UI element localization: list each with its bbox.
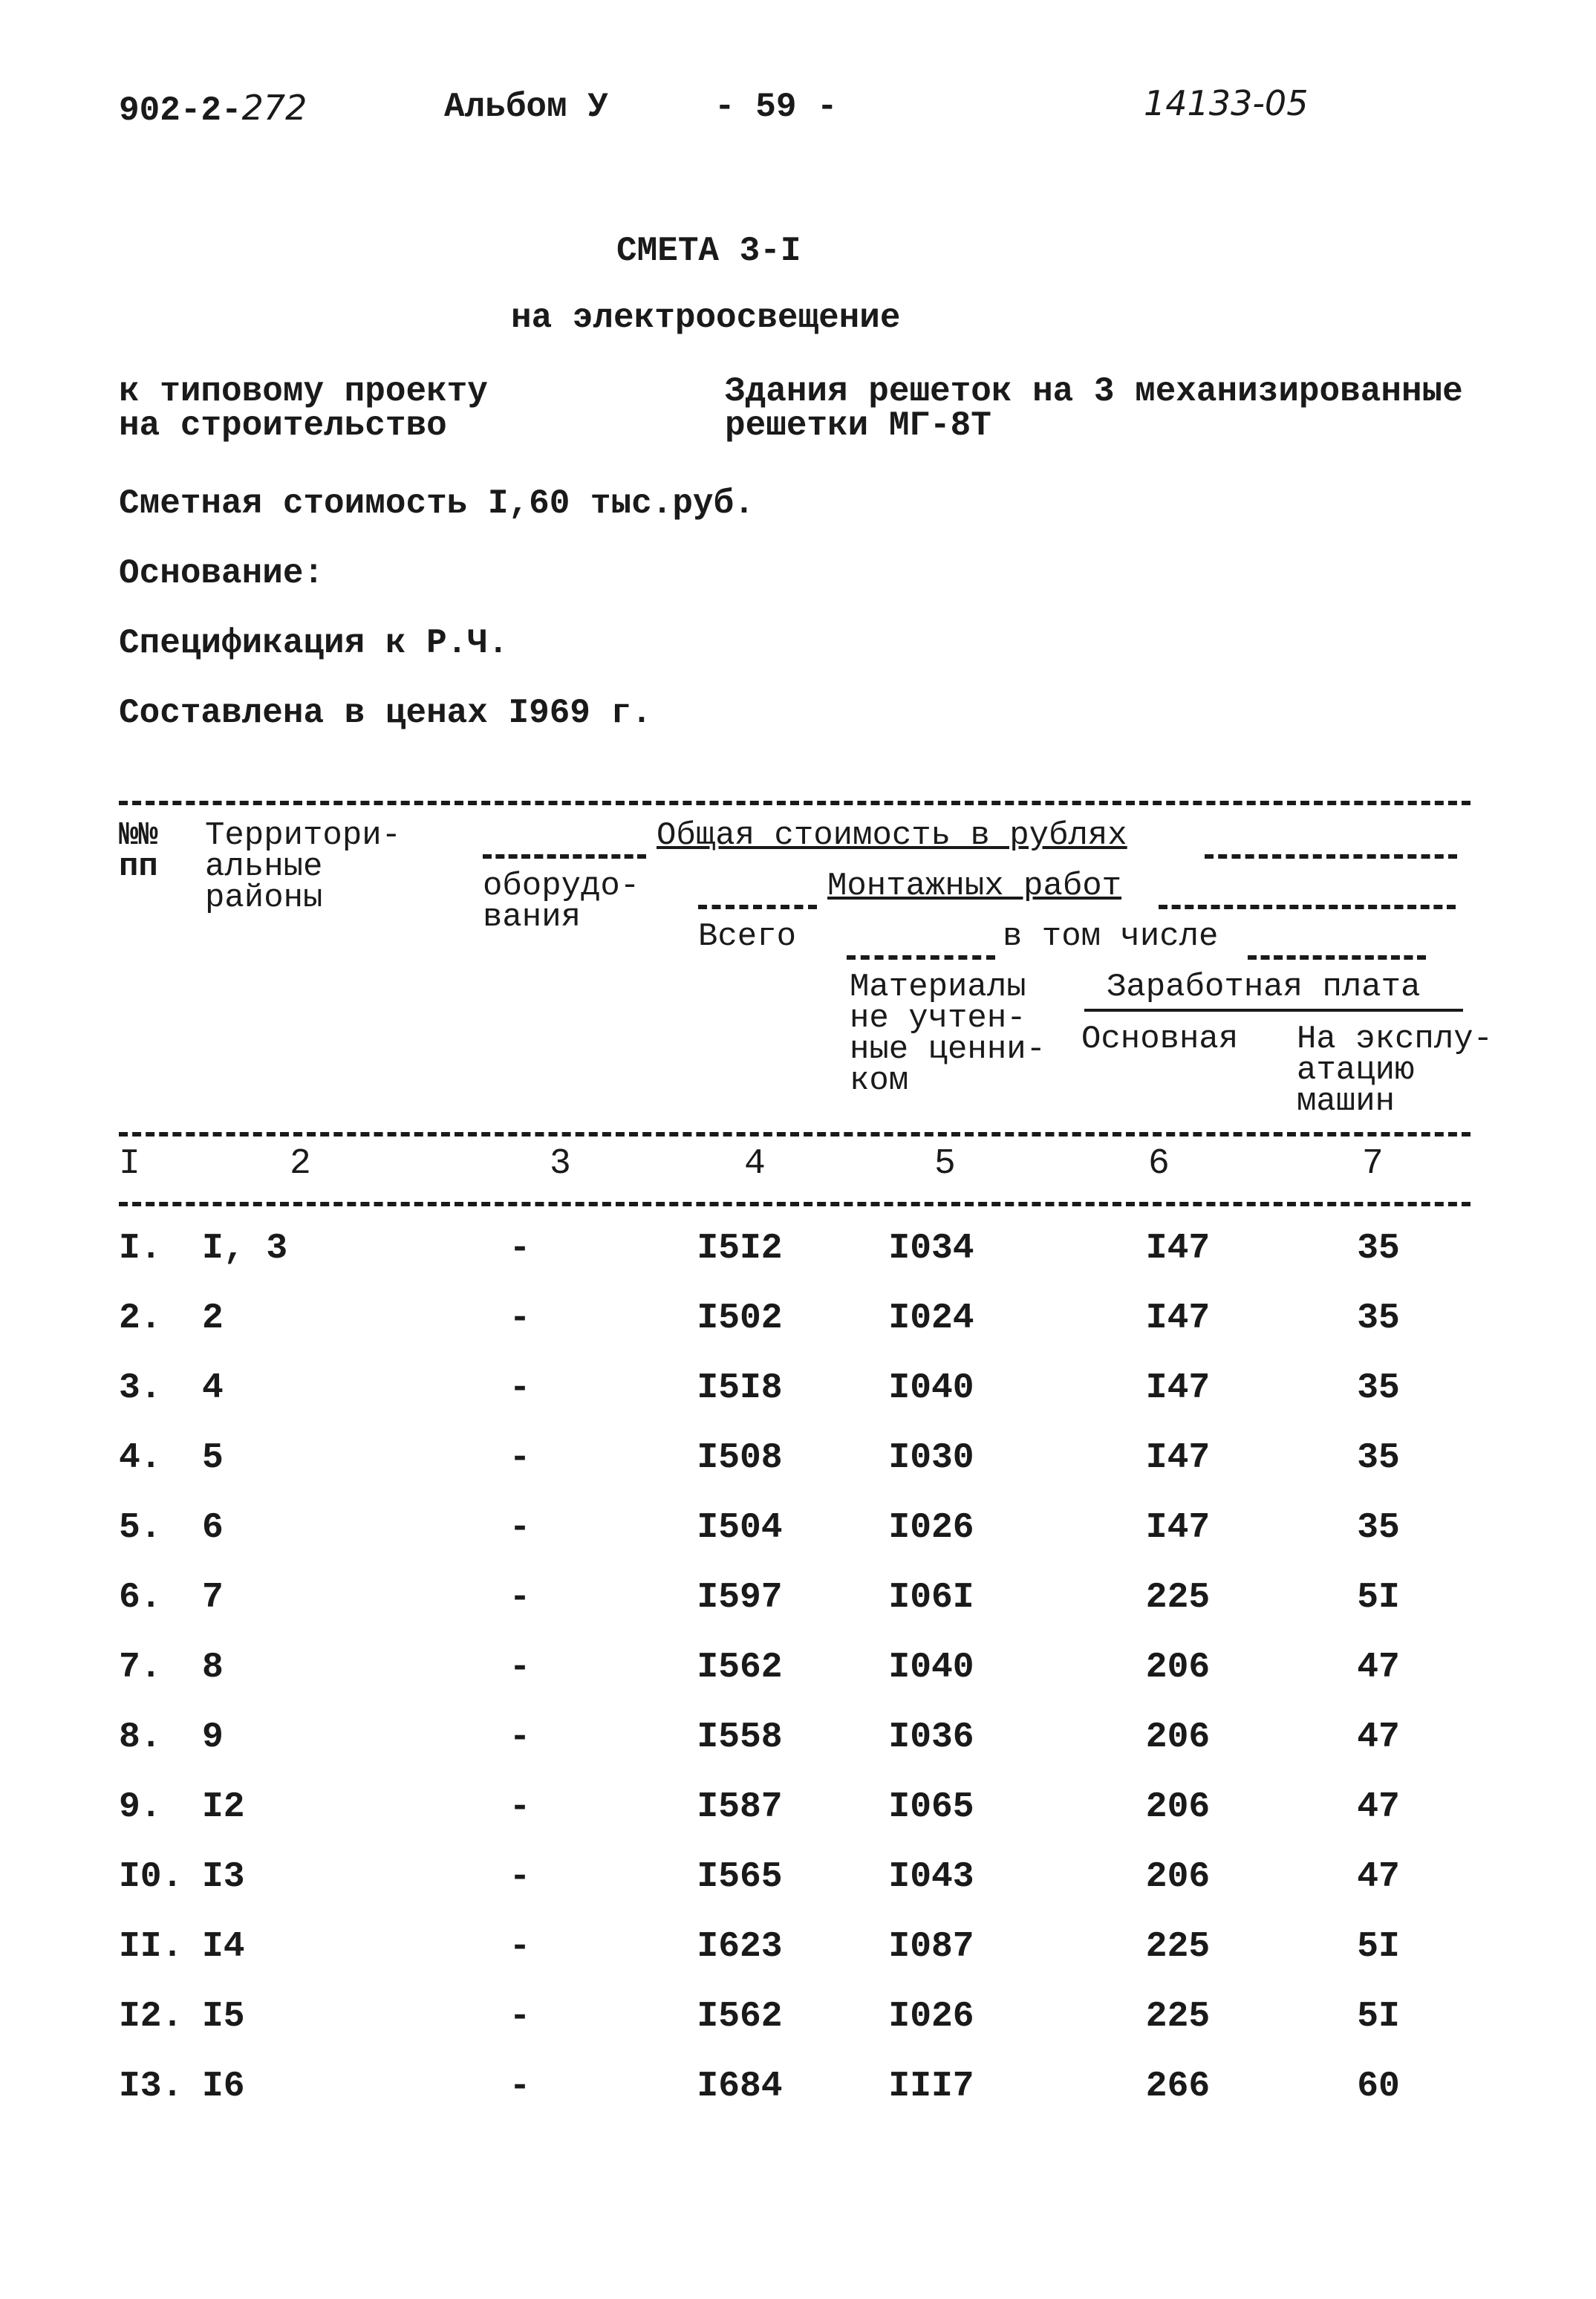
cell-basic: 206 — [1145, 1787, 1211, 1827]
cell-total: I587 — [697, 1787, 783, 1827]
estimated-cost: Сметная стоимость I,60 тыс.руб. — [119, 484, 755, 523]
header-rule — [1205, 854, 1457, 859]
cell-n: 3. — [119, 1368, 162, 1408]
cell-machines: 35 — [1357, 1229, 1400, 1269]
cell-basic: 225 — [1145, 1997, 1211, 2037]
cell-materials: I065 — [888, 1787, 974, 1827]
cell-basic: I47 — [1145, 1229, 1211, 1269]
header-rule — [1159, 905, 1456, 909]
cell-materials: I06I — [888, 1578, 974, 1618]
header-territory-line3: районы — [205, 879, 323, 917]
header-materials-line1: Материалы — [850, 969, 1026, 1006]
cell-equip: - — [509, 1368, 531, 1408]
cell-machines: 5I — [1357, 1997, 1400, 2037]
cell-total: I562 — [697, 1648, 783, 1688]
cell-total: I684 — [697, 2067, 783, 2107]
cell-region: I4 — [202, 1927, 245, 1967]
cell-total: I565 — [697, 1857, 783, 1897]
cell-n: 9. — [119, 1787, 162, 1827]
cell-equip: - — [509, 1648, 531, 1688]
header-bottom-rule — [119, 1132, 1470, 1137]
cell-machines: 5I — [1357, 1927, 1400, 1967]
header-basic: Основная — [1081, 1021, 1239, 1058]
cell-machines: 60 — [1357, 2067, 1400, 2107]
col-number: 4 — [744, 1144, 766, 1184]
cell-n: 8. — [119, 1717, 162, 1757]
basis-label: Основание: — [119, 554, 325, 593]
header-territory-line2: альные — [205, 848, 323, 885]
specification: Спецификация к Р.Ч. — [119, 624, 509, 663]
cell-region: 4 — [202, 1368, 224, 1408]
col-number: 5 — [934, 1144, 956, 1184]
header-territory-line1: Территори- — [205, 817, 402, 854]
header-materials — [850, 969, 1046, 1099]
cell-equip: - — [509, 1857, 531, 1897]
header-nn — [119, 817, 158, 885]
cell-total: I504 — [697, 1508, 783, 1548]
col-numbers-rule — [119, 1202, 1470, 1206]
cell-equip: - — [509, 2067, 531, 2107]
cell-n: II. — [119, 1927, 183, 1967]
cell-basic: 206 — [1145, 1857, 1211, 1897]
header-machines-line3: машин — [1297, 1083, 1395, 1120]
cell-total: I562 — [697, 1997, 783, 2037]
header-total: Всего — [698, 918, 797, 955]
cell-total: I623 — [697, 1927, 783, 1967]
header-rule — [1248, 955, 1426, 960]
header-machines-line1: На эксплу- — [1297, 1021, 1494, 1058]
cell-n: 5. — [119, 1508, 162, 1548]
cell-equip: - — [509, 1229, 531, 1269]
project-name-line1: Здания решеток на 3 механизированные — [725, 372, 1463, 411]
cell-n: 6. — [119, 1578, 162, 1618]
album-label: Альбом У — [444, 88, 608, 126]
cell-materials: I030 — [888, 1438, 974, 1478]
header-including: в том числе — [1003, 918, 1219, 955]
cell-equip: - — [509, 1298, 531, 1339]
header-machines — [1297, 1021, 1494, 1120]
cell-equip: - — [509, 1787, 531, 1827]
cell-equip: - — [509, 1578, 531, 1618]
cell-equip: - — [509, 1927, 531, 1967]
header-machines-line2: атацию — [1297, 1052, 1415, 1089]
cell-total: I5I8 — [697, 1368, 783, 1408]
cell-n: I0. — [119, 1857, 183, 1897]
cell-machines: 35 — [1357, 1368, 1400, 1408]
cell-total: I5I2 — [697, 1229, 783, 1269]
cell-machines: 5I — [1357, 1578, 1400, 1618]
cell-n: I. — [119, 1229, 162, 1269]
cell-machines: 47 — [1357, 1787, 1400, 1827]
cell-materials: I043 — [888, 1857, 974, 1897]
cell-region: 6 — [202, 1508, 224, 1548]
header-materials-line4: ком — [850, 1062, 909, 1099]
cell-materials: III7 — [888, 2067, 974, 2107]
page-number: - 59 - — [714, 88, 838, 126]
header-total-cost: Общая стоимость в рублях — [657, 817, 1127, 854]
header-equipment — [483, 868, 640, 936]
cell-basic: I47 — [1145, 1508, 1211, 1548]
project-label-line2: на строительство — [119, 406, 447, 445]
cell-basic: 225 — [1145, 1578, 1211, 1618]
header-rule — [698, 905, 817, 909]
cell-total: I558 — [697, 1717, 783, 1757]
doc-code-handwritten: 272 — [241, 88, 307, 128]
document-title: СМЕТА 3-I — [616, 232, 801, 270]
cell-basic: 266 — [1145, 2067, 1211, 2107]
cell-basic: 206 — [1145, 1717, 1211, 1757]
cell-machines: 47 — [1357, 1648, 1400, 1688]
cell-machines: 35 — [1357, 1438, 1400, 1478]
cell-materials: I026 — [888, 1508, 974, 1548]
cell-region: I, 3 — [202, 1229, 288, 1269]
project-label-line1: к типовому проекту — [119, 372, 488, 411]
header-nn-line1: №№ — [119, 817, 158, 854]
cell-n: 2. — [119, 1298, 162, 1339]
cell-materials: I036 — [888, 1717, 974, 1757]
cell-materials: I026 — [888, 1997, 974, 2037]
header-nn-line2: пп — [119, 848, 158, 885]
cell-total: I502 — [697, 1298, 783, 1339]
cell-n: I3. — [119, 2067, 183, 2107]
cell-region: 7 — [202, 1578, 224, 1618]
header-equipment-line1: оборудо- — [483, 868, 640, 905]
cell-total: I508 — [697, 1438, 783, 1478]
cell-materials: I040 — [888, 1648, 974, 1688]
doc-code: 902-2-272 — [119, 88, 307, 130]
header-wage-underline — [1084, 1009, 1463, 1012]
price-basis: Составлена в ценах I969 г. — [119, 694, 652, 732]
col-number: 6 — [1148, 1144, 1170, 1184]
header-equipment-line2: вания — [483, 899, 582, 936]
cell-basic: I47 — [1145, 1298, 1211, 1339]
cell-region: I5 — [202, 1997, 245, 2037]
cell-region: I6 — [202, 2067, 245, 2107]
header-installation: Монтажных работ — [827, 868, 1122, 905]
header-materials-line3: ные ценни- — [850, 1031, 1046, 1068]
header-territory — [205, 817, 402, 917]
cell-equip: - — [509, 1997, 531, 2037]
cell-machines: 47 — [1357, 1717, 1400, 1757]
cell-basic: I47 — [1145, 1368, 1211, 1408]
header-rule — [847, 955, 995, 960]
document-subtitle: на электроосвещение — [511, 299, 901, 337]
cell-n: I2. — [119, 1997, 183, 2037]
cell-equip: - — [509, 1717, 531, 1757]
cell-region: 5 — [202, 1438, 224, 1478]
cell-materials: I040 — [888, 1368, 974, 1408]
cell-region: 9 — [202, 1717, 224, 1757]
cell-basic: I47 — [1145, 1438, 1211, 1478]
col-number: I — [119, 1144, 140, 1184]
inventory-number: 14133-05 — [1144, 83, 1309, 123]
col-number: 3 — [550, 1144, 571, 1184]
col-number: 2 — [290, 1144, 311, 1184]
project-label — [119, 374, 488, 443]
header-materials-line2: не учтен- — [850, 1000, 1026, 1037]
cell-basic: 225 — [1145, 1927, 1211, 1967]
cell-region: I2 — [202, 1787, 245, 1827]
cell-region: I3 — [202, 1857, 245, 1897]
table-top-rule — [119, 801, 1470, 805]
col-number: 7 — [1362, 1144, 1384, 1184]
cell-region: 2 — [202, 1298, 224, 1339]
cell-total: I597 — [697, 1578, 783, 1618]
cell-equip: - — [509, 1438, 531, 1478]
cell-materials: I024 — [888, 1298, 974, 1339]
cell-machines: 47 — [1357, 1857, 1400, 1897]
project-name — [725, 374, 1463, 443]
cell-n: 4. — [119, 1438, 162, 1478]
cell-region: 8 — [202, 1648, 224, 1688]
project-name-line2: решетки МГ-8Т — [725, 406, 991, 445]
cell-equip: - — [509, 1508, 531, 1548]
cell-machines: 35 — [1357, 1508, 1400, 1548]
cell-materials: I087 — [888, 1927, 974, 1967]
cell-basic: 206 — [1145, 1648, 1211, 1688]
cell-materials: I034 — [888, 1229, 974, 1269]
cell-n: 7. — [119, 1648, 162, 1688]
header-rule — [483, 854, 646, 859]
header-wage: Заработная плата — [1107, 969, 1421, 1006]
cell-machines: 35 — [1357, 1298, 1400, 1339]
